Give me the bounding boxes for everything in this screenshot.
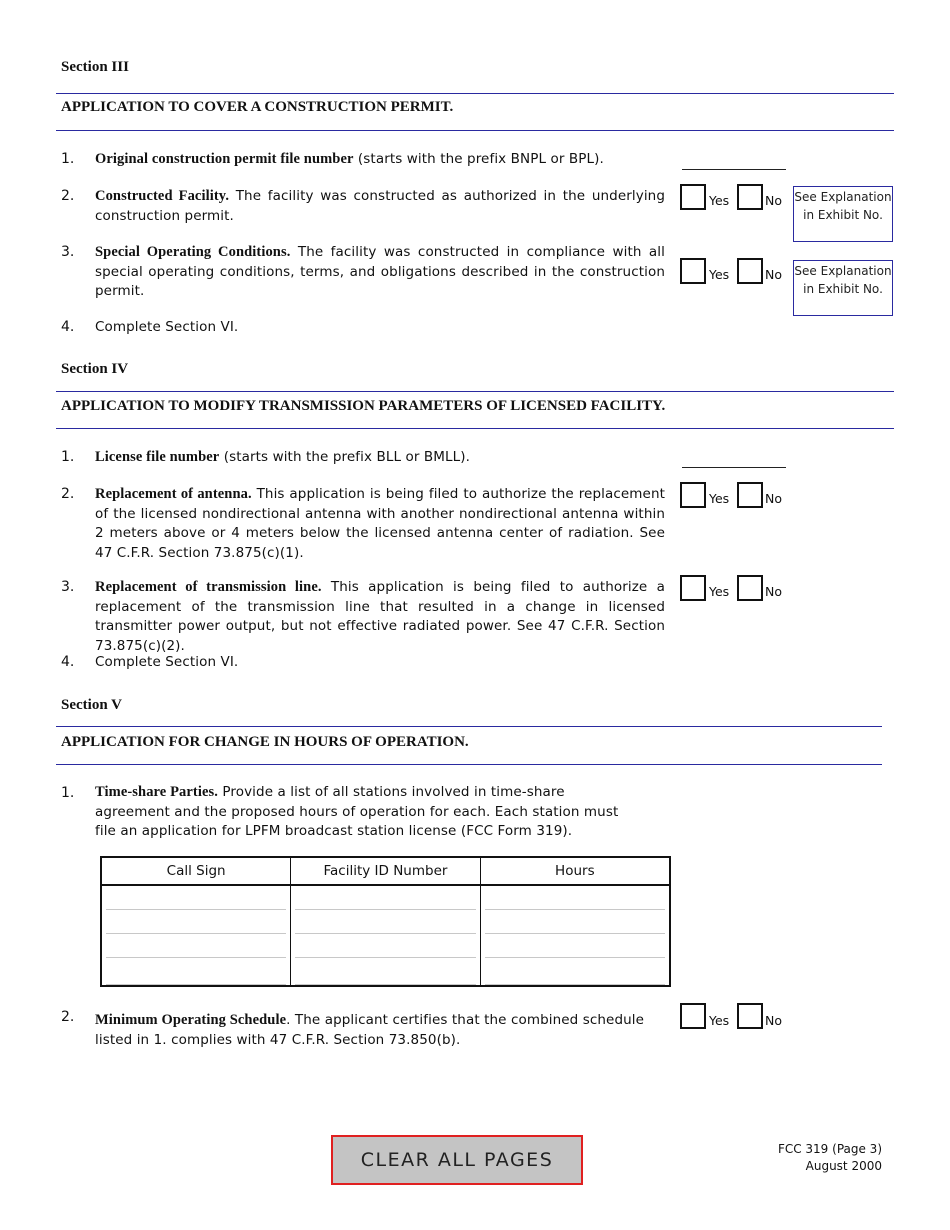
- divider: [56, 764, 882, 765]
- yes-label: Yes: [709, 1013, 730, 1028]
- form-footer: [778, 1141, 882, 1175]
- item-number: 4.: [61, 319, 75, 335]
- facility-id-input[interactable]: [295, 938, 475, 958]
- divider: [56, 428, 894, 429]
- form-number: FCC 319 (Page 3): [777, 1142, 882, 1156]
- hours-header: Hours: [480, 857, 670, 885]
- s4-item-3-text: Replacement of transmission line. This application is being filed to authorize a replacement of the transmission line that resulted in a change in licensed transmitter power output, but not effective radiated power. See 47 C.F.R. Section 73.875(c)(2).: [95, 579, 665, 654]
- time-share-table: [100, 856, 671, 987]
- section-5-title: APPLICATION FOR CHANGE IN HOURS OF OPERATION.: [61, 734, 469, 750]
- facility-id-input[interactable]: [295, 914, 475, 934]
- s4-q2-yes-checkbox[interactable]: [680, 482, 706, 508]
- item-number: 1.: [61, 785, 75, 801]
- no-label: No: [765, 193, 782, 208]
- yes-label: Yes: [709, 491, 730, 506]
- item-number: 1.: [61, 151, 75, 167]
- construction-permit-file-number-input[interactable]: [682, 150, 786, 170]
- call-sign-header: Call Sign: [101, 857, 291, 885]
- divider: [56, 391, 894, 392]
- exhibit-label: in Exhibit No.: [803, 208, 883, 222]
- hours-input[interactable]: [485, 938, 665, 958]
- s3-item-4-text: Complete Section VI.: [95, 319, 239, 335]
- table-row: [101, 910, 670, 934]
- item-number: 4.: [61, 654, 75, 670]
- section-4-title: APPLICATION TO MODIFY TRANSMISSION PARAMETERS OF LICENSED FACILITY.: [61, 398, 666, 414]
- facility-id-input[interactable]: [295, 890, 475, 910]
- call-sign-input[interactable]: [106, 965, 286, 985]
- call-sign-input[interactable]: [106, 890, 286, 910]
- call-sign-input[interactable]: [106, 914, 286, 934]
- s3-q2-no-checkbox[interactable]: [737, 184, 763, 210]
- table-row: [101, 885, 670, 910]
- hours-input[interactable]: [485, 914, 665, 934]
- facility-id-header: Facility ID Number: [291, 857, 480, 885]
- s4-q2-no-checkbox[interactable]: [737, 482, 763, 508]
- section-4-heading: Section IV: [61, 361, 129, 377]
- s3-q3-no-checkbox[interactable]: [737, 258, 763, 284]
- table-row: [101, 958, 670, 986]
- s3-item-1-text: Original construction permit file number (starts with the prefix BNPL or BPL).: [95, 151, 604, 167]
- s5-item-2-text: Minimum Operating Schedule. The applicant certifies that the combined schedule listed in 1. complies with 47 C.F.R. Section 73.850(b).: [95, 1012, 645, 1048]
- no-label: No: [765, 491, 782, 506]
- hours-input[interactable]: [485, 890, 665, 910]
- s3-item-2-text: Constructed Facility. The facility was constructed as authorized in the underlying construction permit.: [95, 188, 665, 224]
- exhibit-label: in Exhibit No.: [803, 282, 883, 296]
- hours-input[interactable]: [485, 965, 665, 985]
- s4-item-4-text: Complete Section VI.: [95, 654, 239, 670]
- no-label: No: [765, 584, 782, 599]
- s4-item-1-text: License file number (starts with the prefix BLL or BMLL).: [95, 449, 470, 465]
- item-number: 3.: [61, 244, 75, 260]
- s3-q3-yes-checkbox[interactable]: [680, 258, 706, 284]
- item-number: 3.: [61, 579, 75, 595]
- s5-q2-yes-checkbox[interactable]: [680, 1003, 706, 1029]
- divider: [56, 726, 882, 727]
- item-number: 2.: [61, 188, 75, 204]
- section-5-heading: Section V: [61, 697, 122, 713]
- item-number: 1.: [61, 449, 75, 465]
- item-number: 2.: [61, 486, 75, 502]
- s3-q2-explanation-box[interactable]: [793, 186, 893, 242]
- form-date: August 2000: [805, 1159, 882, 1173]
- yes-label: Yes: [709, 584, 730, 599]
- no-label: No: [765, 1013, 782, 1028]
- clear-all-pages-button[interactable]: CLEAR ALL PAGES: [331, 1135, 583, 1185]
- facility-id-input[interactable]: [295, 965, 475, 985]
- divider: [56, 130, 894, 131]
- s3-q2-yes-checkbox[interactable]: [680, 184, 706, 210]
- explain-label: See Explanation: [794, 190, 892, 204]
- no-label: No: [765, 267, 782, 282]
- s3-q3-explanation-box[interactable]: [793, 260, 893, 316]
- s5-item-1-text: Time-share Parties. Provide a list of all stations involved in time-share agreement and the proposed hours of operation for each. Each station must file an application for LPFM broadcast station license (FCC Form 319).: [95, 784, 619, 839]
- s5-q2-no-checkbox[interactable]: [737, 1003, 763, 1029]
- divider: [56, 93, 894, 94]
- section-3-heading: Section III: [61, 59, 129, 75]
- s3-item-3-text: Special Operating Conditions. The facility was constructed in compliance with all special operating conditions, terms, and obligations described in the construction permit.: [95, 244, 665, 299]
- s4-q3-no-checkbox[interactable]: [737, 575, 763, 601]
- call-sign-input[interactable]: [106, 938, 286, 958]
- s4-q3-yes-checkbox[interactable]: [680, 575, 706, 601]
- yes-label: Yes: [709, 267, 730, 282]
- item-number: 2.: [61, 1009, 75, 1025]
- yes-label: Yes: [709, 193, 730, 208]
- table-row: [101, 934, 670, 958]
- explain-label: See Explanation: [794, 264, 892, 278]
- s4-item-2-text: Replacement of antenna. This application is being filed to authorize the replacement of the licensed nondirectional antenna with another nondirectional antenna within 2 meters above or 4 meters below the licensed antenna center of radiation. See 47 C.F.R. Section 73.875(c)(1).: [95, 486, 665, 561]
- section-3-title: APPLICATION TO COVER A CONSTRUCTION PERMIT.: [61, 99, 454, 115]
- license-file-number-input[interactable]: [682, 448, 786, 468]
